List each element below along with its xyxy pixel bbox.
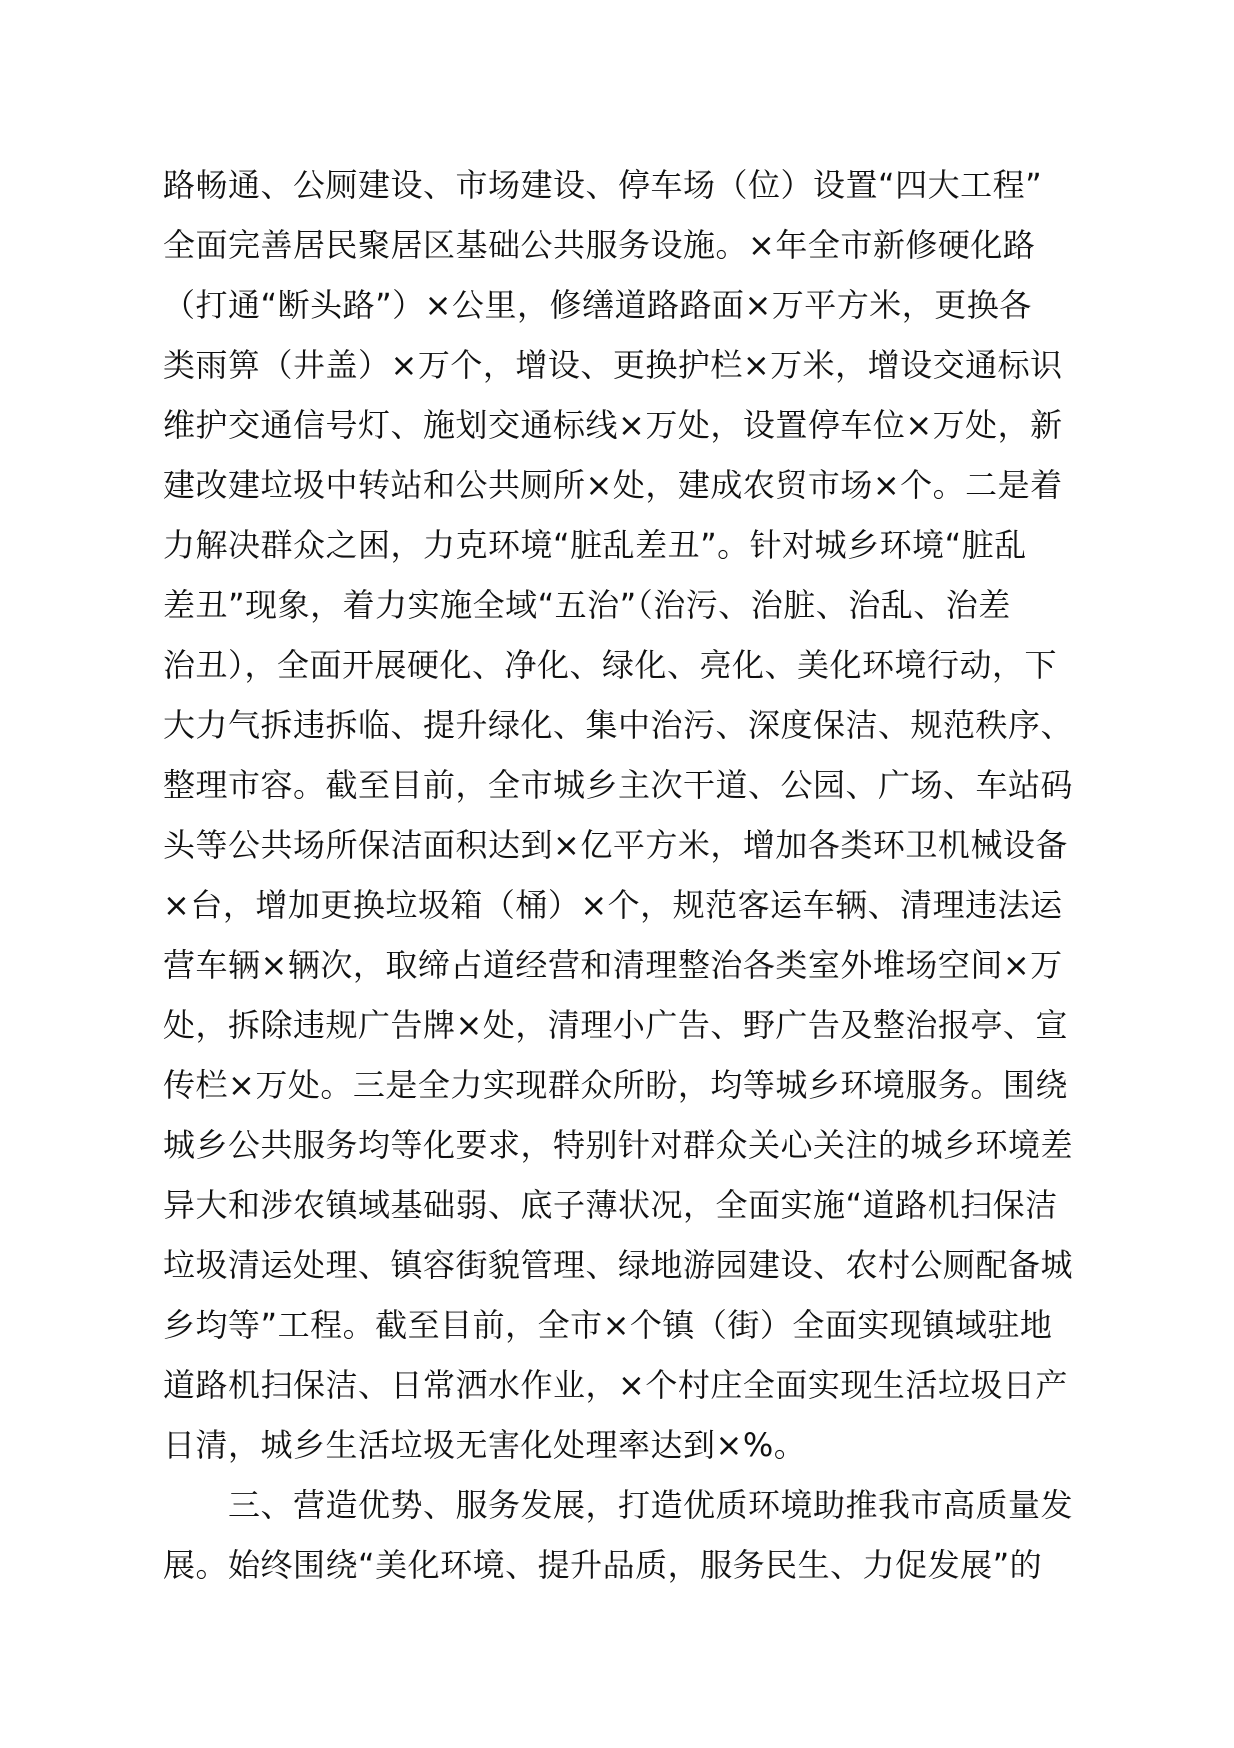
text-line: 垃圾清运处理、镇容街貌管理、绿地游园建设、农村公厕配备城 [163, 1246, 1074, 1284]
text-line: 乡均等”工程。截至目前，全市×个镇（街）全面实现镇域驻地 [163, 1306, 1053, 1344]
text-line: 建改建垃圾中转站和公共厕所×处，建成农贸市场×个。二是着 [163, 466, 1063, 504]
text-line: 头等公共场所保洁面积达到×亿平方米，增加各类环卫机械设备 [163, 826, 1068, 864]
text-line: 差丑”现象，着力实施全域“五治”（治污、治脏、治乱、治差 [163, 586, 1011, 624]
text-line: 类雨箅（井盖）×万个，增设、更换护栏×万米，增设交通标识 [163, 346, 1063, 384]
text-line: 力解决群众之困，力克环境“脏乱差丑”。针对城乡环境“脏乱 [163, 526, 1027, 564]
text-line: 传栏×万处。三是全力实现群众所盼，均等城乡环境服务。围绕 [163, 1066, 1068, 1104]
text-line: 道路机扫保洁、日常洒水作业，×个村庄全面实现生活垃圾日产 [163, 1366, 1068, 1404]
text-line: 整理市容。截至目前，全市城乡主次干道、公园、广场、车站码 [163, 766, 1074, 804]
text-line: ×台，增加更换垃圾箱（桶）×个，规范客运车辆、清理违法运 [163, 886, 1063, 924]
text-line: 处，拆除违规广告牌×处，清理小广告、野广告及整治报亭、宣 [163, 1006, 1068, 1044]
text-line: 城乡公共服务均等化要求，特别针对群众关心关注的城乡环境差 [163, 1126, 1074, 1164]
text-line: 大力气拆违拆临、提升绿化、集中治污、深度保洁、规范秩序、 [163, 706, 1074, 744]
text-line: 全面完善居民聚居区基础公共服务设施。×年全市新修硬化路 [163, 226, 1036, 264]
text-line: 路畅通、公厕建设、市场建设、停车场（位）设置“四大工程” [163, 166, 1043, 204]
body-text [163, 155, 1103, 1595]
text-line: 治丑），全面开展硬化、净化、绿化、亮化、美化环境行动，下 [163, 646, 1058, 684]
text-line: 营车辆×辆次，取缔占道经营和清理整治各类室外堆场空间×万 [163, 946, 1063, 984]
section-heading-line: 三、营造优势、服务发展，打造优质环境助推我市高质量发 [163, 1486, 1074, 1524]
text-line: （打通“断头路”）×公里，修缮道路路面×万平方米，更换各 [163, 286, 1032, 324]
text-line: 日清，城乡生活垃圾无害化处理率达到×%。 [163, 1426, 807, 1464]
text-line: 维护交通信号灯、施划交通标线×万处，设置停车位×万处，新 [163, 406, 1063, 444]
text-line: 展。始终围绕“美化环境、提升品质，服务民生、力促发展”的 [163, 1546, 1043, 1584]
text-line: 异大和涉农镇域基础弱、底子薄状况，全面实施“道路机扫保洁 [163, 1186, 1058, 1224]
